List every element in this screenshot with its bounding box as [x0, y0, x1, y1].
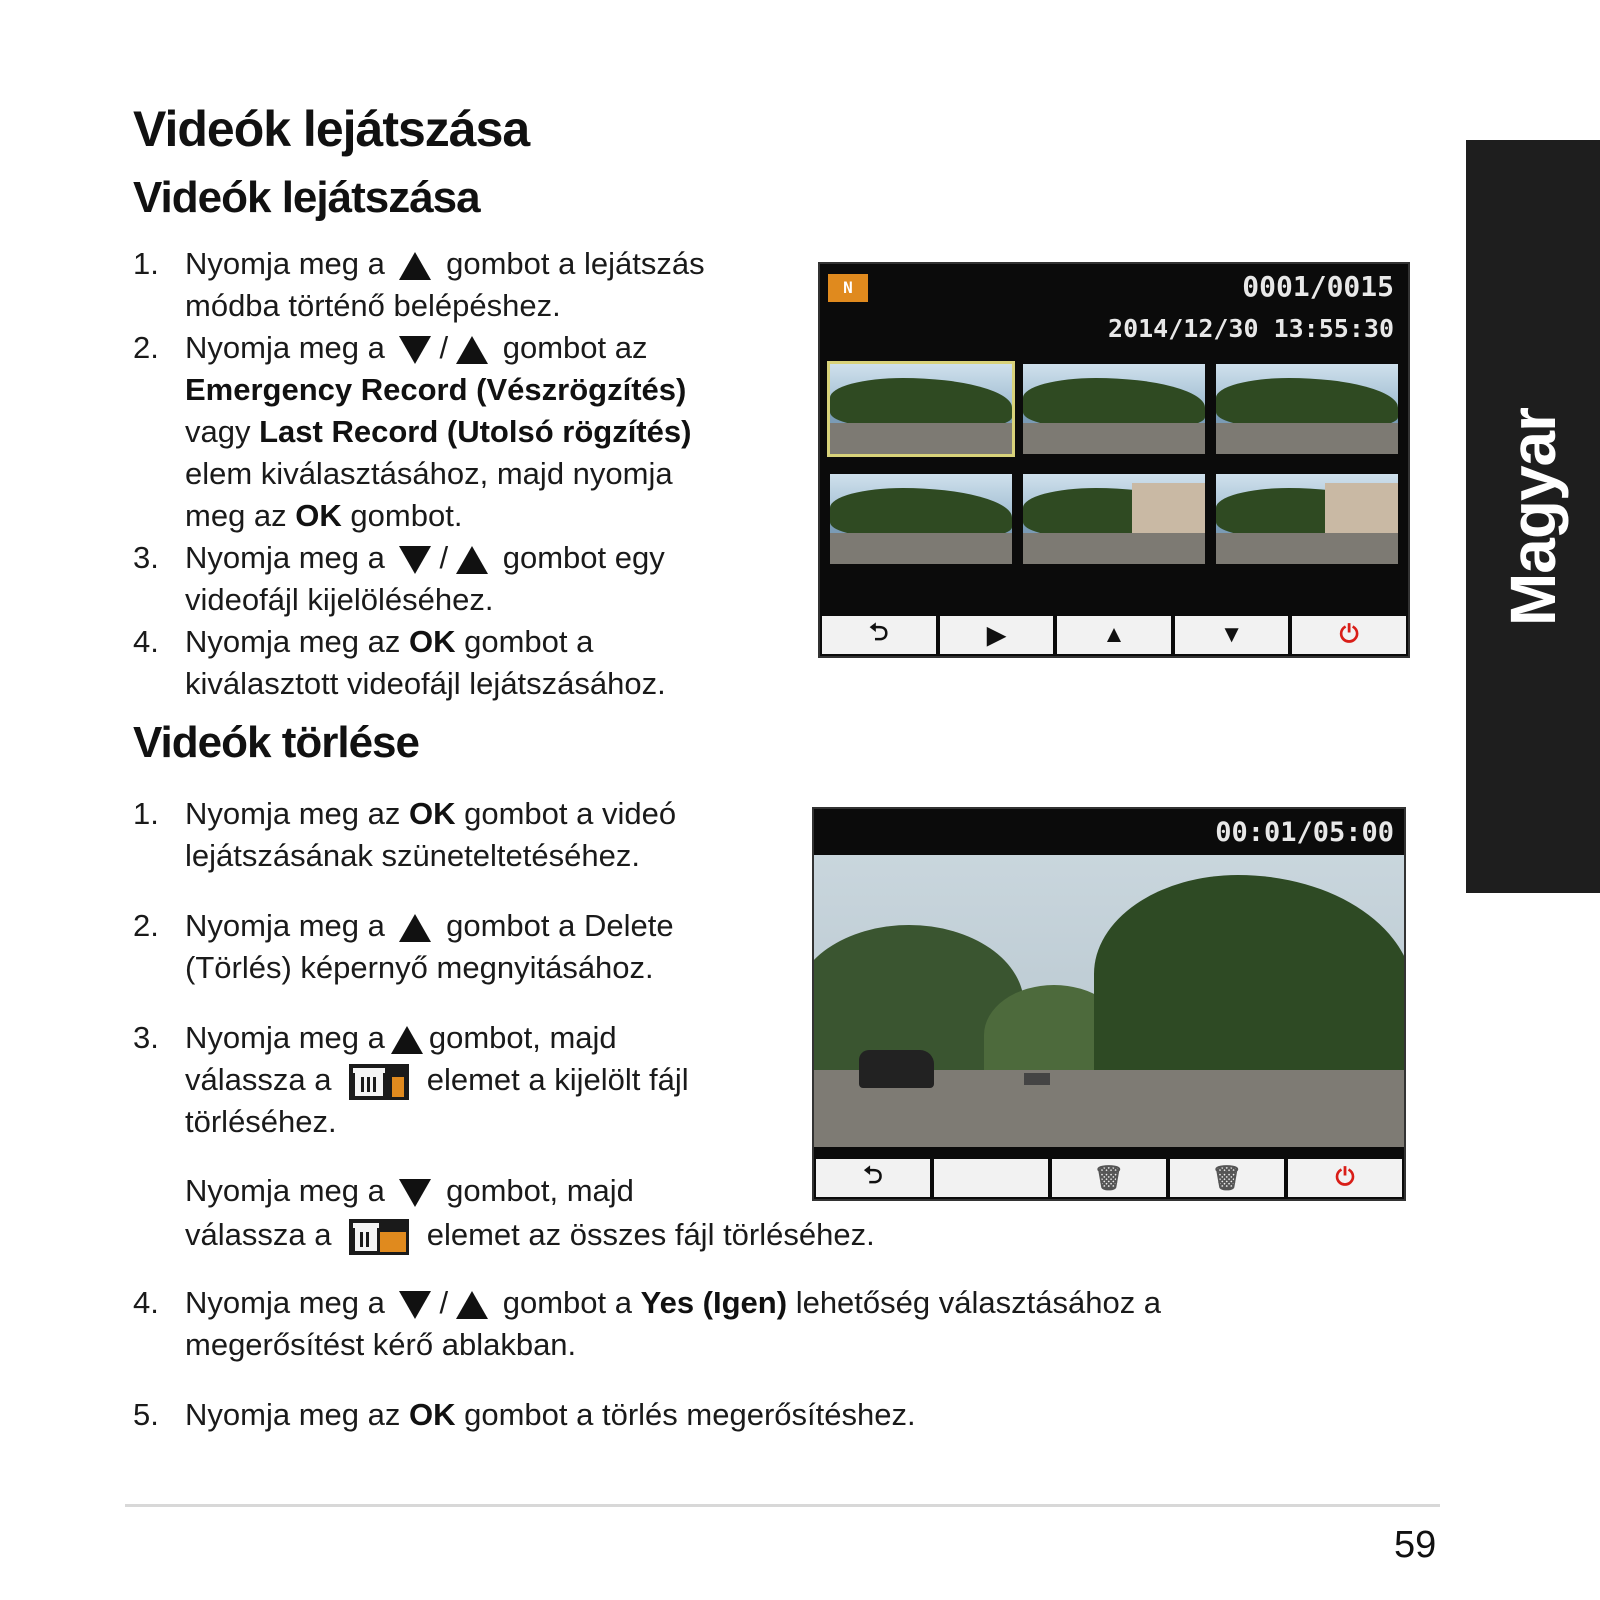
play-step-3-line2: videofájl kijelöléséhez.: [185, 582, 494, 617]
video-thumbnail[interactable]: [1023, 474, 1205, 564]
play-icon[interactable]: ▶: [940, 616, 1054, 654]
down-icon[interactable]: ▼: [1175, 616, 1289, 654]
step-number: 5.: [133, 1397, 159, 1432]
delete-step-2-line2: (Törlés) képernyő megnyitásához.: [185, 950, 654, 985]
step-number: 4.: [133, 1285, 159, 1320]
back-icon[interactable]: ⮌: [822, 616, 936, 654]
page-number: 59: [1394, 1524, 1437, 1566]
video-thumbnail[interactable]: [1216, 364, 1398, 454]
video-thumbnail[interactable]: [830, 474, 1012, 564]
video-frame: [814, 855, 1404, 1147]
down-arrow-icon: [399, 546, 431, 574]
file-datetime: 2014/12/30 13:55:30: [1108, 314, 1394, 343]
power-icon[interactable]: ⏻: [1292, 616, 1406, 654]
blank-button: [934, 1159, 1048, 1197]
play-step-2-line1: Nyomja meg a / gombot az: [185, 330, 648, 365]
play-step-4-line1: Nyomja meg az OK gombot a: [185, 624, 594, 659]
up-arrow-icon: [456, 336, 488, 364]
step-number: 1.: [133, 246, 159, 281]
down-arrow-icon: [399, 1291, 431, 1319]
step-number: 3.: [133, 540, 159, 575]
screen2-button-bar: [816, 1159, 1402, 1197]
footer-rule: [125, 1504, 1440, 1507]
up-arrow-icon: [456, 1291, 488, 1319]
delete-one-icon[interactable]: 🗑: [1052, 1159, 1166, 1197]
up-arrow-icon: [456, 546, 488, 574]
step-number: 1.: [133, 796, 159, 831]
delete-all-icon: [348, 1218, 410, 1256]
play-step-3-line1: Nyomja meg a / gombot egy: [185, 540, 665, 575]
page-title: Videók lejátszása: [133, 101, 530, 157]
up-arrow-icon: [391, 1026, 423, 1054]
up-arrow-icon: [399, 914, 431, 942]
section-heading-play: Videók lejátszása: [133, 173, 480, 222]
step-number: 2.: [133, 330, 159, 365]
delete-step-3-line3: törléséhez.: [185, 1104, 337, 1139]
delete-step-3-line2: válassza a elemet a kijelölt fájl: [185, 1059, 689, 1101]
step-number: 4.: [133, 624, 159, 659]
play-step-2-line3: vagy Last Record (Utolsó rögzítés): [185, 414, 692, 449]
screen1-button-bar: [822, 616, 1406, 654]
delete-step-4-line1: Nyomja meg a / gombot a Yes (Igen) lehetőség választásához a: [185, 1285, 1162, 1320]
down-arrow-icon: [399, 336, 431, 364]
delete-one-icon: [348, 1063, 410, 1101]
delete-step-1-line2: lejátszásának szüneteltetéséhez.: [185, 838, 640, 873]
play-step-1-line1: Nyomja meg a gombot a lejátszás: [185, 246, 705, 281]
play-step-2-line4: elem kiválasztásához, majd nyomja: [185, 456, 673, 491]
delete-step-3b-line2: válassza a elemet az összes fájl törléséhez.: [185, 1214, 875, 1256]
step-number: 3.: [133, 1020, 159, 1055]
down-arrow-icon: [399, 1179, 431, 1207]
play-step-1-line2: módba történő belépéshez.: [185, 288, 561, 323]
section-heading-delete: Videók törlése: [133, 718, 419, 767]
delete-step-4-line2: megerősítést kérő ablakban.: [185, 1327, 577, 1362]
video-thumbnail[interactable]: [1216, 474, 1398, 564]
delete-step-5-line1: Nyomja meg az OK gombot a törlés megerősítéshez.: [185, 1397, 916, 1432]
delete-step-2-line1: Nyomja meg a gombot a Delete: [185, 908, 674, 943]
play-step-2-line2: Emergency Record (Vészrögzítés): [185, 372, 687, 407]
video-thumbnail[interactable]: [830, 364, 1012, 454]
language-tab: [1466, 140, 1600, 893]
delete-step-3b-line1: Nyomja meg a gombot, majd: [185, 1173, 634, 1208]
file-counter: 0001/0015: [1242, 270, 1394, 303]
playback-browser-screenshot: [818, 262, 1410, 658]
delete-step-1-line1: Nyomja meg az OK gombot a videó: [185, 796, 677, 831]
up-icon[interactable]: ▲: [1057, 616, 1171, 654]
video-thumbnail[interactable]: [1023, 364, 1205, 454]
play-step-2-line5: meg az OK gombot.: [185, 498, 463, 533]
play-step-4-line2: kiválasztott videofájl lejátszásához.: [185, 666, 666, 701]
language-tab-label: Magyar: [1497, 407, 1569, 626]
timecode: 00:01/05:00: [1215, 817, 1394, 848]
power-icon[interactable]: ⏻: [1288, 1159, 1402, 1197]
delete-step-3-line1: Nyomja meg a gombot, majd: [185, 1020, 617, 1055]
folder-badge: N: [828, 274, 868, 302]
delete-all-icon[interactable]: 🗑: [1170, 1159, 1284, 1197]
up-arrow-icon: [399, 252, 431, 280]
back-icon[interactable]: ⮌: [816, 1159, 930, 1197]
video-playback-screenshot: [812, 807, 1406, 1201]
step-number: 2.: [133, 908, 159, 943]
